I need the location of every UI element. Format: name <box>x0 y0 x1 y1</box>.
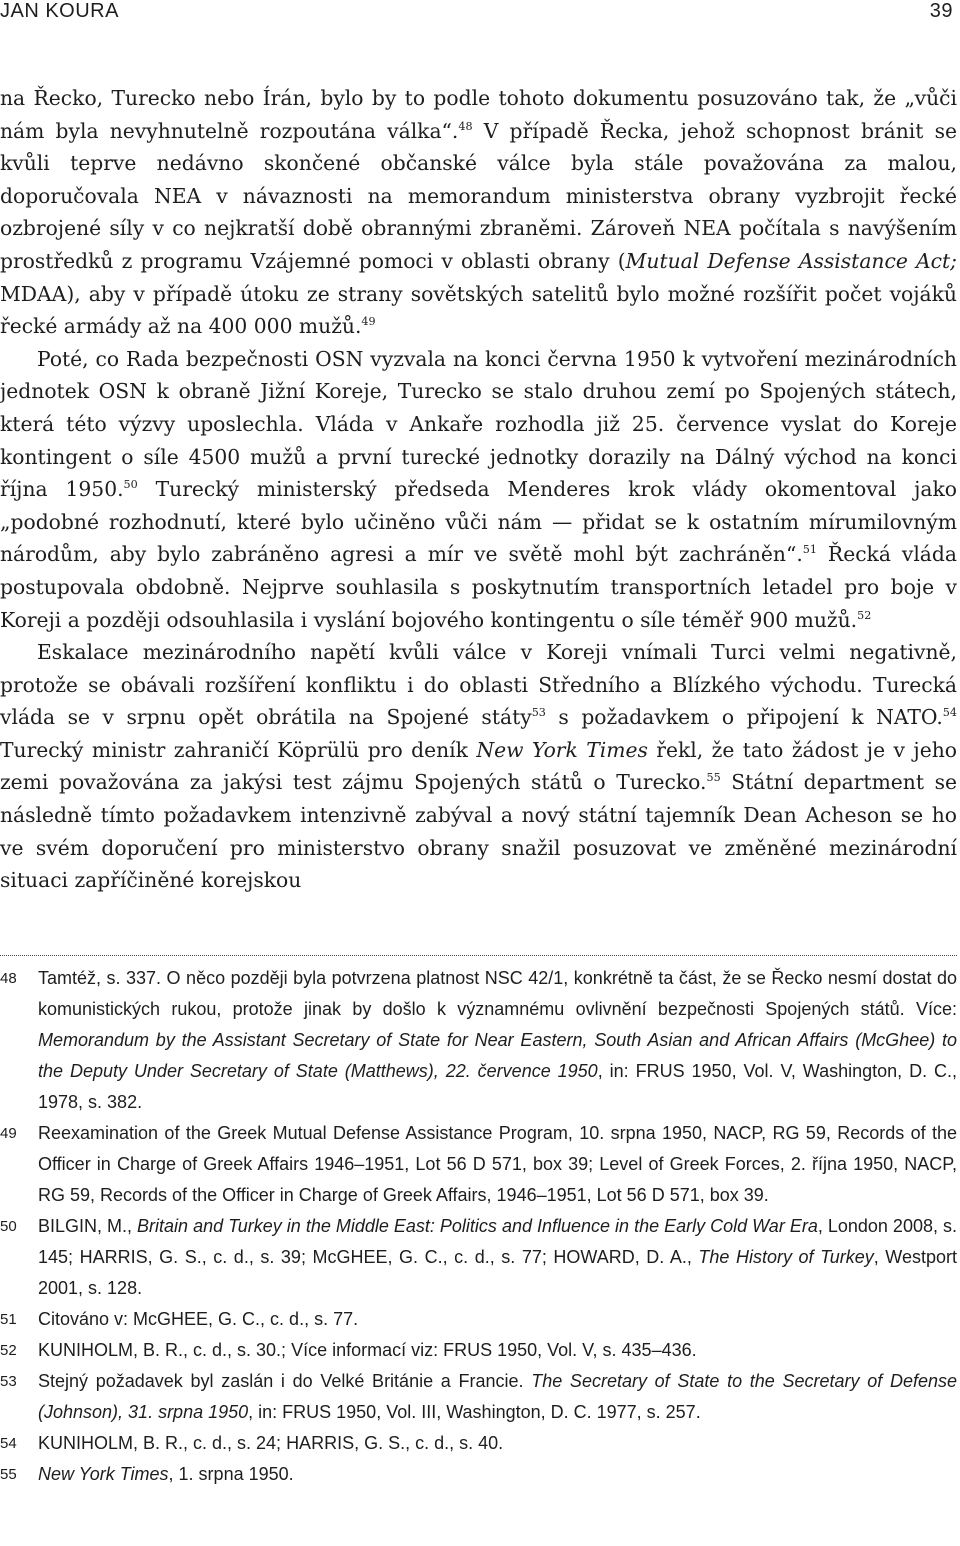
text-run: , in: FRUS 1950, Vol. V, Washington, D. C., 1978, s. 382. <box>38 1061 958 1112</box>
text-run: řekl, že tato žádost je v jeho zemi považována za jakýsi test zájmu Spojených států o Turecko. <box>0 737 957 795</box>
text-run: Citováno v: McGHEE, G. C., c. d., s. 77. <box>38 1309 359 1329</box>
footnote-ref[interactable]: 55 <box>706 771 721 785</box>
footnote-ref[interactable]: 54 <box>942 706 957 720</box>
text-run: , London 2008, s. 145; HARRIS, G. S., c. d., s. 39; McGHEE, G. C., c. d., s. 77; HOWARD, D. A., <box>38 1216 957 1267</box>
footnote <box>0 1366 957 1428</box>
paragraph <box>0 343 957 636</box>
text-run: , Westport 2001, s. 128. <box>38 1247 957 1298</box>
footnote <box>0 1304 957 1335</box>
footnote-number: 53 <box>0 1373 17 1390</box>
italic-text: Britain and Turkey in the Middle East: Politics and Influence in the Early Cold War Era <box>137 1216 818 1236</box>
footnote <box>0 1118 957 1211</box>
main-text <box>0 82 957 897</box>
footnote-ref[interactable]: 53 <box>531 706 546 720</box>
italic-text: Mutual Defense Assistance Act; <box>625 248 957 273</box>
footnote-number: 54 <box>0 1435 17 1452</box>
footnote-ref[interactable]: 50 <box>123 478 138 492</box>
footnote-separator <box>0 955 957 956</box>
running-head-author: JAN KOURA <box>0 0 119 22</box>
footnote-number: 49 <box>0 1125 17 1142</box>
text-run: s požadavkem o připojení k NATO. <box>545 705 943 730</box>
footnote <box>0 1211 957 1304</box>
footnote-ref[interactable]: 51 <box>802 543 817 557</box>
italic-text: New York Times <box>476 737 648 762</box>
text-run: Tamtéž, s. 337. O něco později byla potvrzena platnost NSC 42/1, konkrétně ta část, že se Řecko nesmí dostat do komunistických rukou, protože jinak by došlo k významnému ovlivnění bezpečnosti Spojených států. Více: <box>38 968 957 1019</box>
text-run: KUNIHOLM, B. R., c. d., s. 30.; Více informací viz: FRUS 1950, Vol. V, s. 435–436. <box>38 1340 697 1360</box>
paragraph <box>0 82 957 343</box>
paragraph <box>0 636 957 897</box>
footnote-ref[interactable]: 49 <box>361 315 376 329</box>
running-head <box>0 0 955 26</box>
footnote-ref[interactable]: 52 <box>857 608 872 622</box>
page-number: 39 <box>929 0 953 22</box>
text-run: na Řecko, Turecko nebo Írán, bylo by to podle tohoto dokumentu posuzováno tak, že „vůči nám byla nevyhnutelně rozpoutána válka“. <box>0 86 957 143</box>
footnote-ref[interactable]: 48 <box>458 119 473 133</box>
footnote-number: 55 <box>0 1466 17 1483</box>
text-run: KUNIHOLM, B. R., c. d., s. 24; HARRIS, G. S., c. d., s. 40. <box>38 1433 504 1453</box>
footnote-number: 50 <box>0 1218 17 1235</box>
text-run: V případě Řecka, jehož schopnost bránit se kvůli teprve nedávno skončené občanské válce byla stále považována za malou, doporučovala NEA v návaznosti na memorandum ministerstva obrany vyzbrojit řecké ozbrojené síly v co nejkratší době obrannými zbraněmi. Zároveň NEA počítala s navýšením prostředků z programu Vzájemné pomoci v oblasti obrany ( <box>0 118 957 273</box>
text-run: Eskalace mezinárodního napětí kvůli válce v Koreji vnímali Turci velmi negativně, protože se obávali rozšíření konfliktu i do oblasti Středního a Blízkého východu. Turecká vláda se v srpnu opět obrátila na Spojené státy <box>0 640 957 730</box>
text-run: Turecký ministr zahraničí Köprülü pro deník <box>0 737 477 762</box>
italic-text: Memorandum by the Assistant Secretary of State for Near Eastern, South Asian and African Affairs (McGhee) to the Deputy Under Secretary of State (Matthews), 22. července 1950 <box>38 1030 957 1081</box>
italic-text: The Secretary of State to the Secretary of Defense (Johnson), 31. srpna 1950 <box>38 1371 957 1422</box>
text-run: Řecká vláda postupovala obdobně. Nejprve souhlasila s poskytnutím transportních letadel pro boje v Koreji a později odsouhlasila i vyslání bojového kontingentu o síle téměř 900 mužů. <box>0 542 957 632</box>
footnote <box>0 1335 957 1366</box>
footnote-number: 52 <box>0 1342 17 1359</box>
text-run: Státní department se následně tímto požadavkem intenzivně zabýval a nový státní tajemník Dean Acheson se ho ve svém doporučení pro ministerstvo obrany snažil posuzovat ve změněné mezinárodní situaci zapříčiněné korejskou <box>0 770 958 893</box>
text-run: MDAA), aby v případě útoku ze strany sovětských satelitů bylo možné rozšířit počet vojáků řecké armády až na 400 000 mužů. <box>0 281 957 339</box>
text-run: , 1. srpna 1950. <box>168 1464 294 1484</box>
footnotes <box>0 963 957 1490</box>
footnote <box>0 1428 957 1459</box>
footnote <box>0 1459 957 1490</box>
text-run: Poté, co Rada bezpečnosti OSN vyzvala na konci června 1950 k vytvoření mezinárodních jednotek OSN k obraně Jižní Koreje, Turecko se stalo druhou zemí po Spojených státech, která této výzvy uposlechla. Vláda v Ankaře rozhodla již 25. července vyslat do Koreje kontingent o síle 4500 mužů a první turecké jednotky dorazily na Dálný východ na konci října 1950. <box>0 346 957 502</box>
italic-text: New York Times <box>38 1464 169 1484</box>
text-run: Reexamination of the Greek Mutual Defense Assistance Program, 10. srpna 1950, NACP, RG 59, Records of the Officer in Charge of Greek Affairs 1946–1951, Lot 56 D 571, box 39; Level of Greek Forces, 2. října 1950, NACP, RG 59, Records of the Officer in Charge of Greek Affairs, 1946–1951, Lot 56 D 571, box 39. <box>38 1123 957 1205</box>
text-run: Turecký ministerský předseda Menderes krok vlády okomentoval jako „podobné rozhodnutí, které bylo učiněno vůči nám — přidat se k ostatním mírumilovným národům, aby bylo zabráněno agresi a mír ve světě mohl být zachráněn“. <box>0 477 957 567</box>
text-run: BILGIN, M., <box>38 1216 138 1236</box>
text-run: , in: FRUS 1950, Vol. III, Washington, D. C. 1977, s. 257. <box>248 1402 701 1422</box>
text-run: Stejný požadavek byl zaslán i do Velké Británie a Francie. <box>38 1371 532 1391</box>
footnote-number: 51 <box>0 1311 17 1328</box>
italic-text: The History of Turkey <box>698 1247 874 1267</box>
footnote <box>0 963 957 1118</box>
footnote-number: 48 <box>0 970 17 987</box>
